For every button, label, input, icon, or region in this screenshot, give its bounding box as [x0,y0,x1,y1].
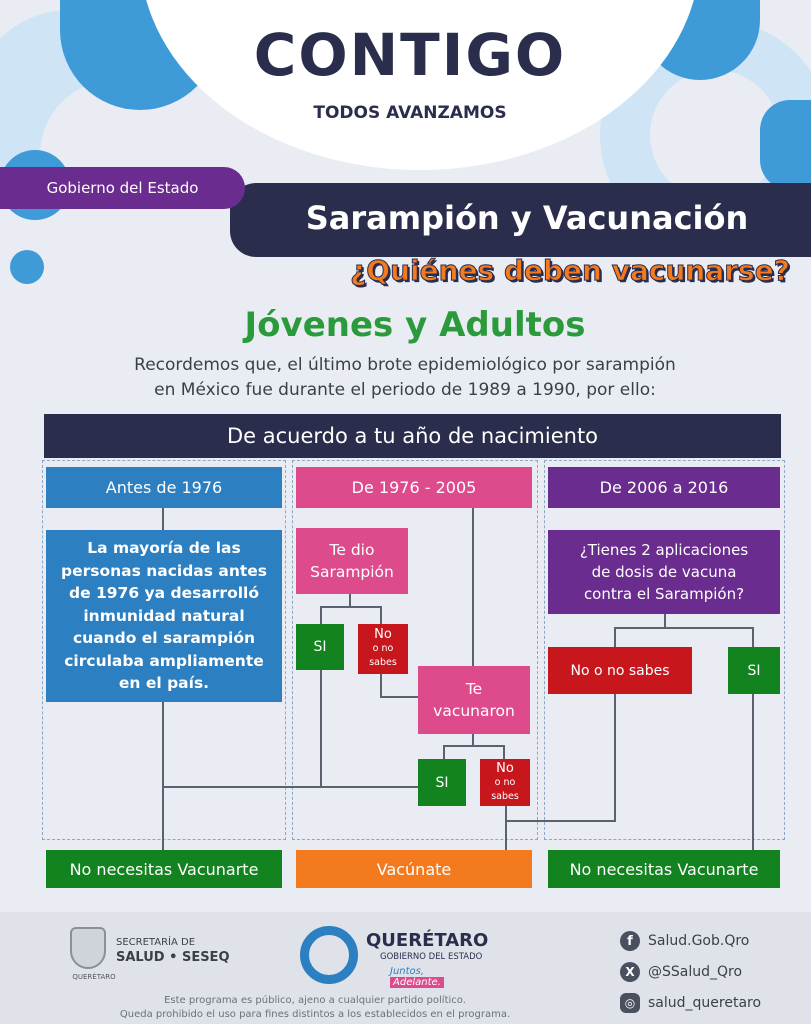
facebook-icon: f [620,931,640,951]
social-facebook[interactable]: f Salud.Gob.Qro [620,928,800,954]
section-heading: Jóvenes y Adultos [244,305,586,345]
disclaimer-line-1: Este programa es público, ajeno a cualquier partido político. [164,994,466,1006]
intro-line-1: Recordemos que, el último brote epidemiológico por sarampión [134,355,676,375]
col2-no-2: No o no sabes [480,759,530,806]
social-instagram[interactable]: ◎ salud_queretaro [620,990,800,1016]
col2-no-1: No o no sabes [358,624,408,674]
instagram-icon: ◎ [620,993,640,1013]
col3-header: De 2006 a 2016 [548,467,780,508]
government-label: Gobierno del Estado [0,167,245,209]
col3-result: No necesitas Vacunarte [548,850,780,888]
disclaimer-line-2: Queda prohibido el uso para fines distintos a los establecidos en el programa. [119,1008,511,1020]
col2-header: De 1976 - 2005 [296,467,532,508]
birth-year-banner: De acuerdo a tu año de nacimiento [44,414,781,458]
intro-line-2: en México fue durante el periodo de 1989 a 1990, por ello: [154,380,656,400]
logo-tagline: TODOS AVANZAMOS [313,103,507,123]
col2-yes-2: SI [418,759,466,806]
col3-no: No o no sabes [548,647,692,694]
col1-info-box: La mayoría de las personas nacidas antes de 1976 ya desarrolló inmunidad natural cuando el sarampión circulaba ampliamente en el país. [46,530,282,702]
page-title: Sarampión y Vacunación [305,199,749,237]
social-links [620,928,800,1018]
col2-question-measles: Te dio Sarampión [296,528,408,594]
coat-of-arms-icon [70,927,106,969]
logo-main: CONTIGO [253,21,567,89]
col3-question: ¿Tienes 2 aplicaciones de dosis de vacuna contra el Sarampión? [548,530,780,614]
col1-header: Antes de 1976 [46,467,282,508]
social-x[interactable]: X @SSalud_Qro [620,959,800,985]
col1-result: No necesitas Vacunarte [46,850,282,888]
x-icon: X [620,962,640,982]
col2-result: Vacúnate [296,850,532,888]
queretaro-q-icon [300,926,358,984]
secretaria-logo: QUERÉTARO SECRETARÍA DE SALUD • SESEQ [64,925,244,985]
col3-yes: SI [728,647,780,694]
col2-question-vaccinated: Te vacunaron [418,666,530,734]
queretaro-logo: QUERÉTARO GOBIERNO DEL ESTADO Juntos, Adelante. [300,926,510,990]
col2-yes-1: SI [296,624,344,670]
page-subtitle: ¿Quiénes deben vacunarse? [350,253,790,287]
